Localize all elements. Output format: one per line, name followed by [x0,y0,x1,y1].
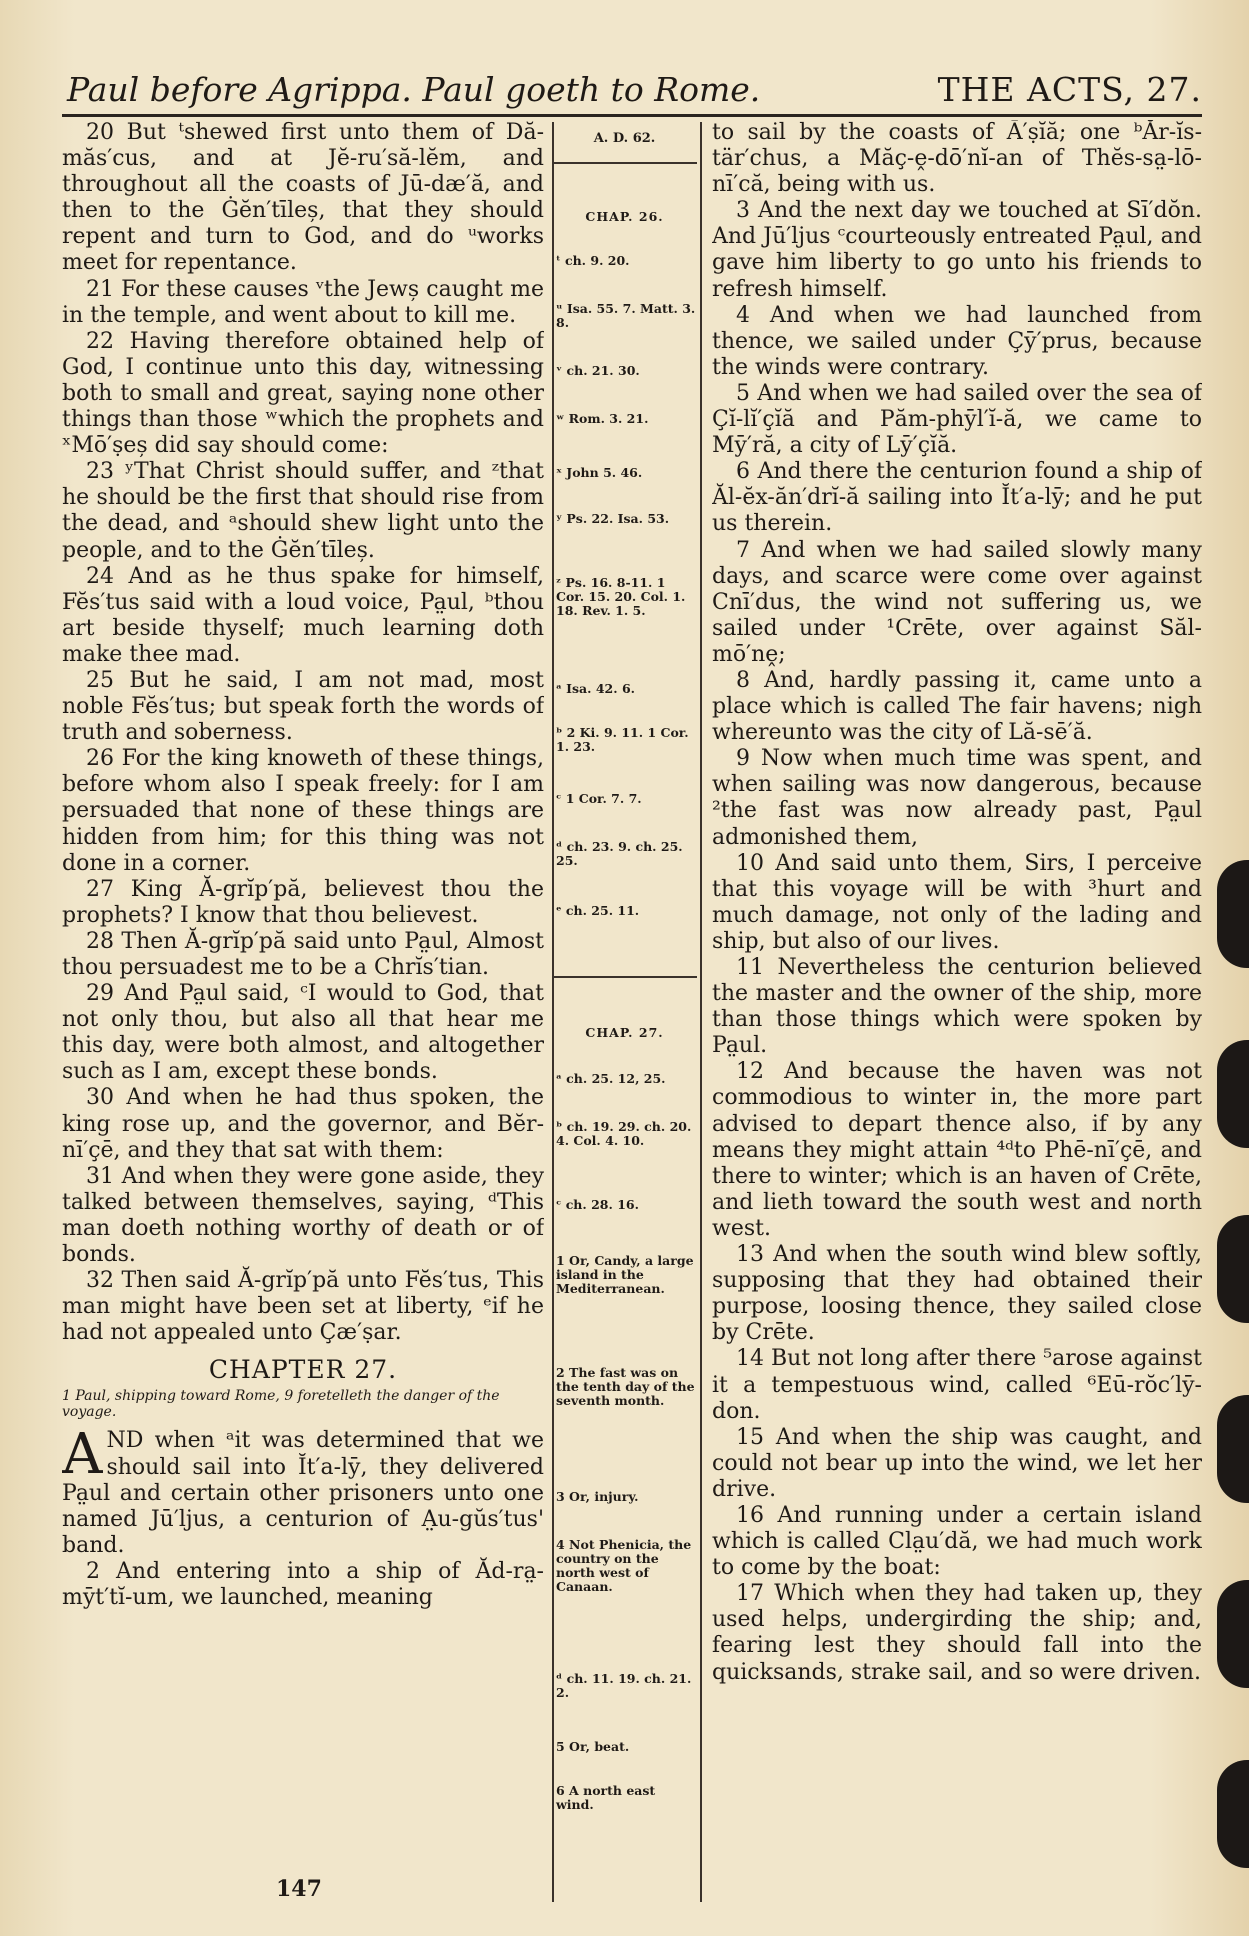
verse-26-29: 29 And Pa̤ul said, ᶜI would to God, that not only thou, but also all that hear me this day, were both almost, and altogether such as I am, except these bonds. [62,981,544,1085]
verse-27-4: 4 And when we had launched from thence, we sailed under Çȳ′prus, because the winds were contrary. [712,302,1202,380]
verse-27-6: 6 And there the centurion found a ship of Ăl-ĕx-ăn′drĭ-ă sailing into Ĭt′a-lȳ; and he put us therein. [712,459,1202,537]
margin-note: ᶜ ch. 28. 16. [556,1197,639,1212]
margin-note: ʷ Rom. 3. 21. [556,411,649,426]
margin-note: ᵉ ch. 25. 11. [556,903,640,918]
left-text-column [62,120,544,1865]
thumb-index-tab[interactable] [1217,1580,1249,1688]
margin-note: ᵈ ch. 23. 9. ch. 25. 25. [556,839,683,868]
verse-27-3: 3 And the next day we touched at Sī′dŏn. And Jū′ljus ᶜcourteously entreated Pa̤ul, and gave him liberty to go unto his friends to refresh himself. [712,198,1202,302]
margin-chapter-26: CHAP. 26. [585,209,664,224]
thumb-index-tab[interactable] [1217,1395,1249,1503]
verse-27-1 [62,1422,544,1558]
verse-27-17: 17 Which when they had taken up, they used helps, undergirding the ship; and, fearing lest they should fall into the quicksands, strake sail, and so were driven. [712,1581,1202,1685]
verse-27-7: 7 And when we had sailed slowly many days, and scarce were come over against Cnī′dus, the wind not suffering us, we sailed under ¹Crēte, over against Săl-mō′nḙ; [712,537,1202,667]
verse-27-9: 9 Now when much time was spent, and when sailing was now dangerous, because ²the fast was now already past, Pa̤ul admonished them, [712,746,1202,850]
verse-27-10: 10 And said unto them, Sirs, I perceive that this voyage will be with ³hurt and much damage, not only of the lading and ship, but also of our lives. [712,850,1202,954]
verse-27-2: 2 And entering into a ship of Ăd-ra̤-mȳt′tĭ-um, we launched, meaning [62,1558,544,1610]
margin-note: 3 Or, injury. [556,1489,639,1504]
margin-note: 6 A north east wind. [556,1783,656,1812]
verse-26-26: 26 For the king knoweth of these things, before whom also I speak freely: for I am persuaded that none of these things are hidden from him; for this thing was not done in a corner. [62,746,544,876]
thumb-index-tab[interactable] [1217,860,1249,968]
margin-note: ᵃ Isa. 42. 6. [556,681,636,696]
verse-26-24: 24 And as he thus spake for himself, Fĕs′tus said with a loud voice, Pa̤ul, ᵇthou art beside thyself; much learning doth make thee mad. [62,563,544,667]
header-book-chapter: THE ACTS, 27. [937,70,1202,109]
verse-27-1-text: ND when ᵃit was determined that we should sail into Ĭt′a-lȳ, they delivered Pa̤ul and certain other prisoners unto one named Jū′ljus, a centurion of A̤u-gŭs′tus' band. [62,1428,544,1558]
right-text-column [712,120,1202,1880]
verse-26-21: 21 For these causes ᵛthe Jewș caught me in the temple, and went about to kill me. [62,276,544,328]
margin-rule [552,162,697,164]
margin-note: 2 The fast was on the tenth day of the seventh month. [556,1365,695,1408]
thumb-index-tab[interactable] [1217,1040,1249,1148]
margin-divider [552,976,697,978]
verse-26-31: 31 And when they were gone aside, they talked between themselves, saying, ᵈThis man doeth nothing worthy of death or of bonds. [62,1163,544,1268]
chapter-summary: 1 Paul, shipping toward Rome, 9 foretelleth the danger of the voyage. [62,1388,500,1421]
verse-26-22: 22 Having therefore obtained help of God, I continue unto this day, witnessing both to small and great, saying none other things than those ʷwhich the prophets and ˣMō′ṣeș did say should come: [62,328,544,459]
margin-note: ᵛ ch. 21. 30. [556,363,640,378]
margin-note: ᵘ Isa. 55. 7. Matt. 3. 8. [556,301,696,330]
verse-27-14: 14 But not long after there ⁵arose against it a tempestuous wind, called ⁶Eū-rŏc′lȳ-don. [712,1346,1202,1424]
verse-27-5: 5 And when we had sailed over the sea of Çĭ-lĭ′çĭă and Păm-phȳl′ĭ-ă, we came to Mȳ′ră, a city of Lȳ′çĭă. [712,380,1202,459]
margin-note: ᵃ ch. 25. 12, 25. [556,1071,666,1086]
margin-year: A. D. 62. [593,131,656,146]
margin-note: ʸ Ps. 22. Isa. 53. [556,511,670,526]
thumb-index-tab[interactable] [1217,1760,1249,1868]
chapter-heading: CHAPTER 27. [208,1355,398,1385]
margin-note: ᵗ ch. 9. 20. [556,253,630,268]
margin-note: ᶻ Ps. 16. 8-11. 1 Cor. 15. 20. Col. 1. 18. Rev. 1. 5. [556,575,686,618]
column-divider-right [700,122,702,1902]
verse-27-13: 13 And when the south wind blew softly, supposing that they had obtained their purpose, loosing thence, they sailed close by Crēte. [712,1242,1202,1346]
verse-26-23: 23 ʸThat Christ should suffer, and ᶻthat he should be the first that should rise from the dead, and ᵃshould shew light unto the people, and to the Ġĕn′tīleș. [62,459,544,563]
verse-27-16: 16 And running under a certain island which is called Cla̤u′dă, we had much work to come by the boat: [712,1502,1202,1581]
margin-note: ᵇ ch. 19. 29. ch. 20. 4. Col. 4. 10. [556,1119,692,1148]
margin-chapter-27: CHAP. 27. [585,1025,664,1040]
margin-note: 5 Or, beat. [556,1739,630,1754]
verse-26-20: 20 But ᵗshewed first unto them of Dă-măs′cus, and at Jĕ-ru′să-lĕm, and throughout all the coasts of Jū-dæ′ă, and then to the Ġĕn′tīleș, that they should repent and turn to God, and do ᵘworks meet for repentance. [62,120,544,276]
margin-note: ˣ John 5. 46. [556,465,643,480]
margin-note: 4 Not Phenicia, the country on the north west of Canaan. [556,1537,692,1594]
header-left-title: Paul before Agrippa. Paul goeth to Rome. [67,70,761,109]
drop-cap: A [62,1422,103,1488]
verse-26-30: 30 And when he had thus spoken, the king rose up, and the governor, and Bĕr-nī′çē, and they that sat with them: [62,1085,544,1163]
center-reference-margin [552,120,697,1900]
running-header [62,62,1202,114]
margin-note: ᵈ ch. 11. 19. ch. 21. 2. [556,1671,692,1700]
thumb-index-tab[interactable] [1217,1215,1249,1323]
verse-26-32: 32 Then said Ă-grĭp′pă unto Fĕs′tus, This man might have been set at liberty, ᵉif he had not appealed unto Çæ′ṣar. [62,1268,544,1346]
page-number: 147 [276,1876,322,1902]
margin-note: ᵇ 2 Ki. 9. 11. 1 Cor. 1. 23. [556,725,689,754]
verse-27-8: 8 And, hardly passing it, came unto a place which is called The fair havens; nigh whereunto was the city of Lă-sē′ă. [712,667,1202,746]
verse-27-2-cont: to sail by the coasts of Ā′ṣĭă; one ᵇĂr-ĭs-tär′chus, a Măç-ḙ-dō′nĭ-an of Thĕs-sa̤-lō-nī′că, being with us. [712,120,1202,198]
verse-27-15: 15 And when the ship was caught, and could not bear up into the wind, we let her drive. [712,1424,1202,1502]
header-rule [62,114,1202,117]
verse-27-11: 11 Nevertheless the centurion believed the master and the owner of the ship, more than those things which were spoken by Pa̤ul. [712,955,1202,1059]
margin-note: ᶜ 1 Cor. 7. 7. [556,791,642,806]
verse-26-27: 27 King Ă-grĭp′pă, believest thou the prophets? I know that thou believest. [62,876,544,928]
verse-26-28: 28 Then Ă-grĭp′pă said unto Pa̤ul, Almost thou persuadest me to be a Chrĭs′tian. [62,928,544,980]
verse-27-12: 12 And because the haven was not commodious to winter in, the more part advised to depart thence also, if by any means they might attain ⁴ᵈto Phē-nī′çē, and there to winter; which is an haven of Crēte, and lieth toward the south west and north west. [712,1059,1202,1241]
margin-note: 1 Or, Candy, a large island in the Mediterranean. [556,1253,694,1296]
verse-26-25: 25 But he said, I am not mad, most noble Fĕs′tus; but speak forth the words of truth and soberness. [62,667,544,746]
